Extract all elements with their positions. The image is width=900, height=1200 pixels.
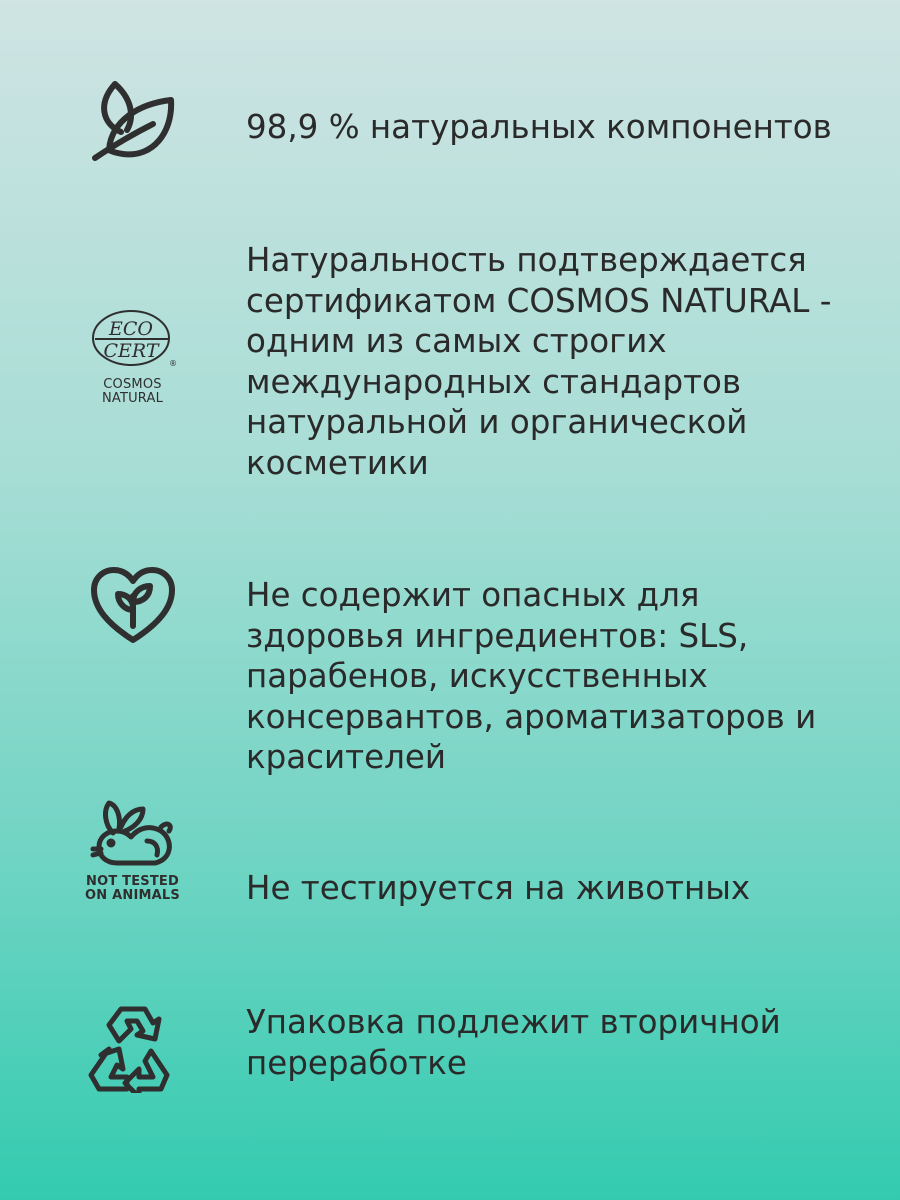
feature-text: 98,9 % натуральных компонентов [246, 108, 832, 146]
ecocert-registered-mark: ® [168, 359, 177, 368]
not-tested-caption [85, 875, 180, 902]
ecocert-caption-line1: COSMOS [103, 377, 162, 392]
feature-text: Не тестируется на животных [246, 869, 751, 907]
ecocert-badge-icon [80, 308, 185, 405]
not-tested-caption-line2: ON ANIMALS [85, 887, 180, 903]
feature-text: Упаковка подлежит вторичной переработке [246, 1003, 781, 1082]
ecocert-caption [102, 378, 163, 405]
ecocert-text-top: ECO [108, 318, 153, 340]
ecocert-caption-line2: NATURAL [101, 390, 164, 406]
not-tested-caption-line1: NOT TESTED [86, 874, 179, 889]
ecocert-text-bottom: CERT [102, 340, 159, 362]
feature-text: Натуральность подтверждается сертификатом COSMOS NATURAL - одним из самых строгих международных стандартов натуральной и органической косметики [246, 241, 832, 482]
leaf-icon [80, 80, 185, 164]
heart-sprout-icon [80, 566, 185, 646]
recycle-icon [80, 1005, 185, 1093]
feature-text: Не содержит опасных для здоровья ингредиентов: SLS, парабенов, искусственных консервантов, ароматизаторов и красителей [246, 576, 817, 776]
rabbit-icon [80, 797, 185, 902]
